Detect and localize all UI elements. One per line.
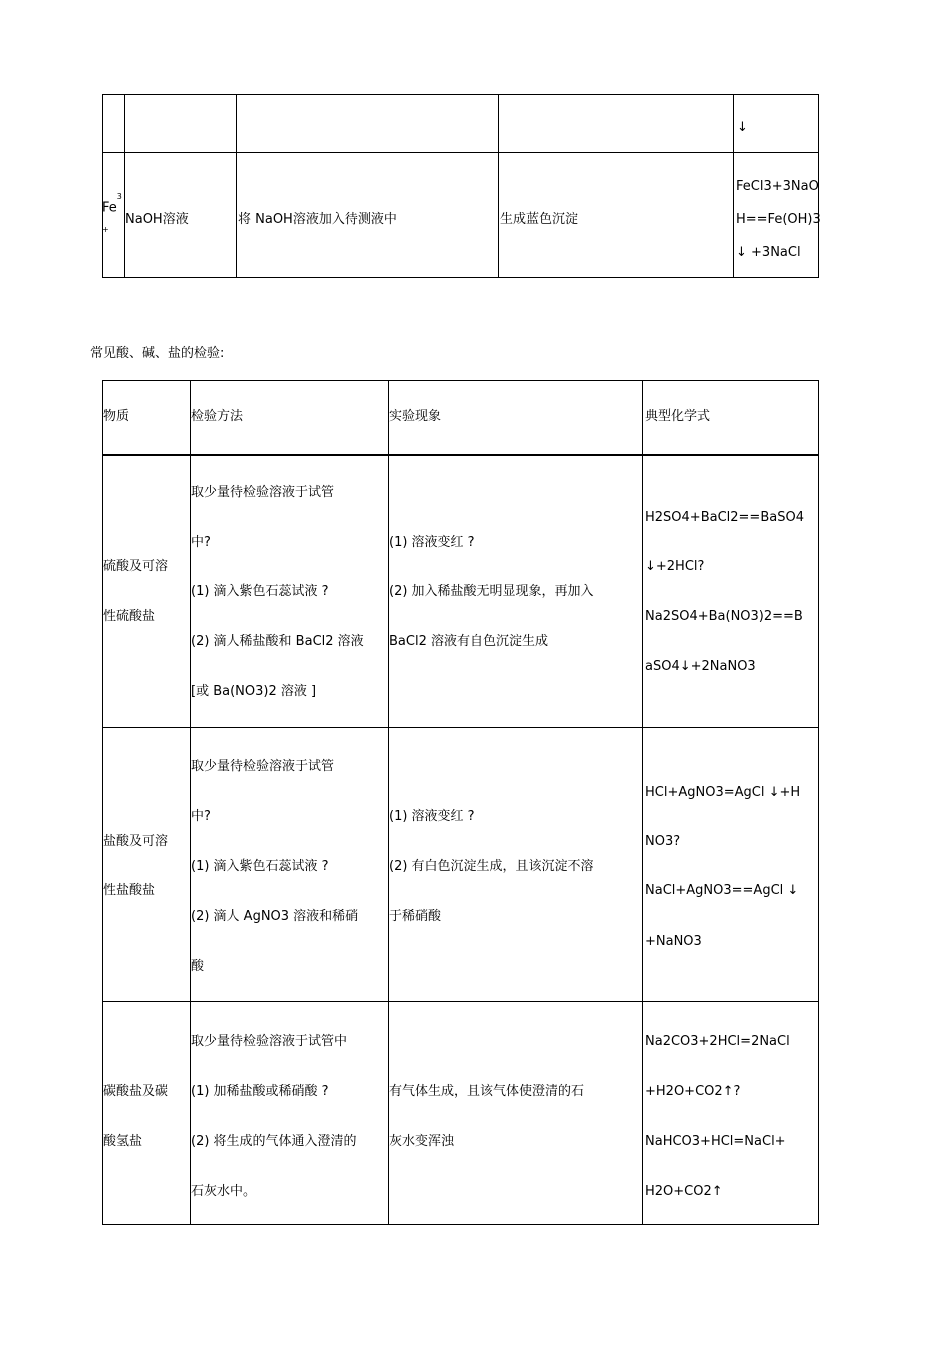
equation-arrow: ↓: [737, 120, 748, 135]
substance-line: 碳酸盐及碳: [103, 1084, 169, 1099]
top-table-border: [102, 277, 819, 278]
row-divider: [102, 1001, 819, 1002]
phenomenon-line: 于稀硝酸: [389, 909, 442, 924]
method-line: (1) 滴入紫色石蕊试液 ?: [191, 859, 329, 874]
method-line: (1) 加稀盐酸或稀硝酸 ?: [191, 1084, 329, 1099]
method-line: [或 Ba(NO3)2 溶液 ]: [191, 684, 317, 699]
phenomenon-line: (1) 溶液变红 ?: [389, 809, 475, 824]
method-line: 取少量待检验溶液于试管中: [191, 1034, 348, 1049]
header-equation: 典型化学式: [645, 409, 711, 424]
top-table-divider: [733, 94, 734, 278]
main-table-border: [102, 1224, 819, 1225]
equation-line: HCl+AgNO3=AgCl ↓+H: [645, 785, 801, 800]
main-table-border: [102, 380, 819, 381]
method-line: (1) 滴入紫色石蕊试液 ?: [191, 584, 329, 599]
phenomenon-cell: 生成蓝色沉淀: [500, 212, 579, 227]
top-table-divider: [124, 94, 125, 278]
top-table-border: [102, 94, 103, 278]
main-table-border: [818, 380, 819, 1225]
equation-line: +NaNO3: [645, 934, 702, 949]
phenomenon-line: BaCl2 溶液有自色沉淀生成: [389, 634, 548, 649]
method-line: 取少量待检验溶液于试管: [191, 759, 335, 774]
equation-line: ↓ +3NaCl: [736, 245, 801, 260]
equation-line: NaHCO3+HCl=NaCl+: [645, 1134, 786, 1149]
header-divider: [102, 454, 819, 456]
column-divider: [642, 380, 643, 1225]
top-table-divider: [236, 94, 237, 278]
phenomenon-line: 有气体生成，且该气体使澄清的石: [389, 1084, 585, 1099]
section-title: 常见酸、碱、盐的检验:: [90, 346, 225, 361]
method-line: (2) 将生成的气体通入澄清的: [191, 1134, 357, 1149]
phenomenon-line: (2) 有白色沉淀生成，且该沉淀不溶: [389, 859, 594, 874]
method-line: 中?: [191, 809, 211, 824]
ion-label: [102, 192, 122, 216]
ion-charge-sign: +: [102, 225, 109, 234]
equation-line: Na2CO3+2HCl=2NaCl: [645, 1034, 790, 1049]
method-line: 中?: [191, 535, 211, 550]
ion-symbol: Fe: [102, 200, 117, 216]
method-line: 酸: [191, 959, 205, 974]
equation-line: H2O+CO2↑: [645, 1184, 723, 1199]
equation-line: NaCl+AgNO3==AgCl ↓: [645, 883, 799, 898]
equation-line: H2SO4+BaCl2==BaSO4: [645, 510, 804, 525]
equation-line: NO3?: [645, 834, 681, 849]
method-cell: 将 NaOH溶液加入待测液中: [238, 212, 397, 227]
header-phenomenon: 实验现象: [389, 409, 442, 424]
top-table-divider: [102, 152, 819, 153]
equation-line: FeCl3+3NaO: [736, 179, 819, 194]
ion-charge: 3: [116, 192, 122, 201]
equation-line: Na2SO4+Ba(NO3)2==B: [645, 609, 803, 624]
substance-line: 性硫酸盐: [103, 609, 156, 624]
header-method: 检验方法: [191, 409, 244, 424]
phenomenon-line: (2) 加入稀盐酸无明显现象，再加入: [389, 584, 594, 599]
equation-line: H==Fe(OH)3: [736, 212, 821, 227]
substance-line: 盐酸及可溶: [103, 834, 169, 849]
substance-line: 硫酸及可溶: [103, 559, 169, 574]
equation-line: ↓+2HCl?: [645, 559, 705, 574]
method-line: 取少量待检验溶液于试管: [191, 485, 335, 500]
equation-line: aSO4↓+2NaNO3: [645, 659, 756, 674]
phenomenon-line: 灰水变浑浊: [389, 1134, 455, 1149]
row-divider: [102, 727, 819, 728]
method-line: 石灰水中。: [191, 1184, 257, 1199]
top-table-border: [102, 94, 819, 95]
method-line: (2) 滴人稀盐酸和 BaCl2 溶液: [191, 634, 364, 649]
method-line: (2) 滴人 AgNO3 溶液和稀硝: [191, 909, 359, 924]
header-substance: 物质: [103, 409, 130, 424]
reagent-cell: NaOH溶液: [125, 212, 189, 227]
equation-line: +H2O+CO2↑?: [645, 1084, 741, 1099]
substance-line: 性盐酸盐: [103, 883, 156, 898]
phenomenon-line: (1) 溶液变红 ?: [389, 535, 475, 550]
substance-line: 酸氢盐: [103, 1134, 143, 1149]
top-table-divider: [498, 94, 499, 278]
